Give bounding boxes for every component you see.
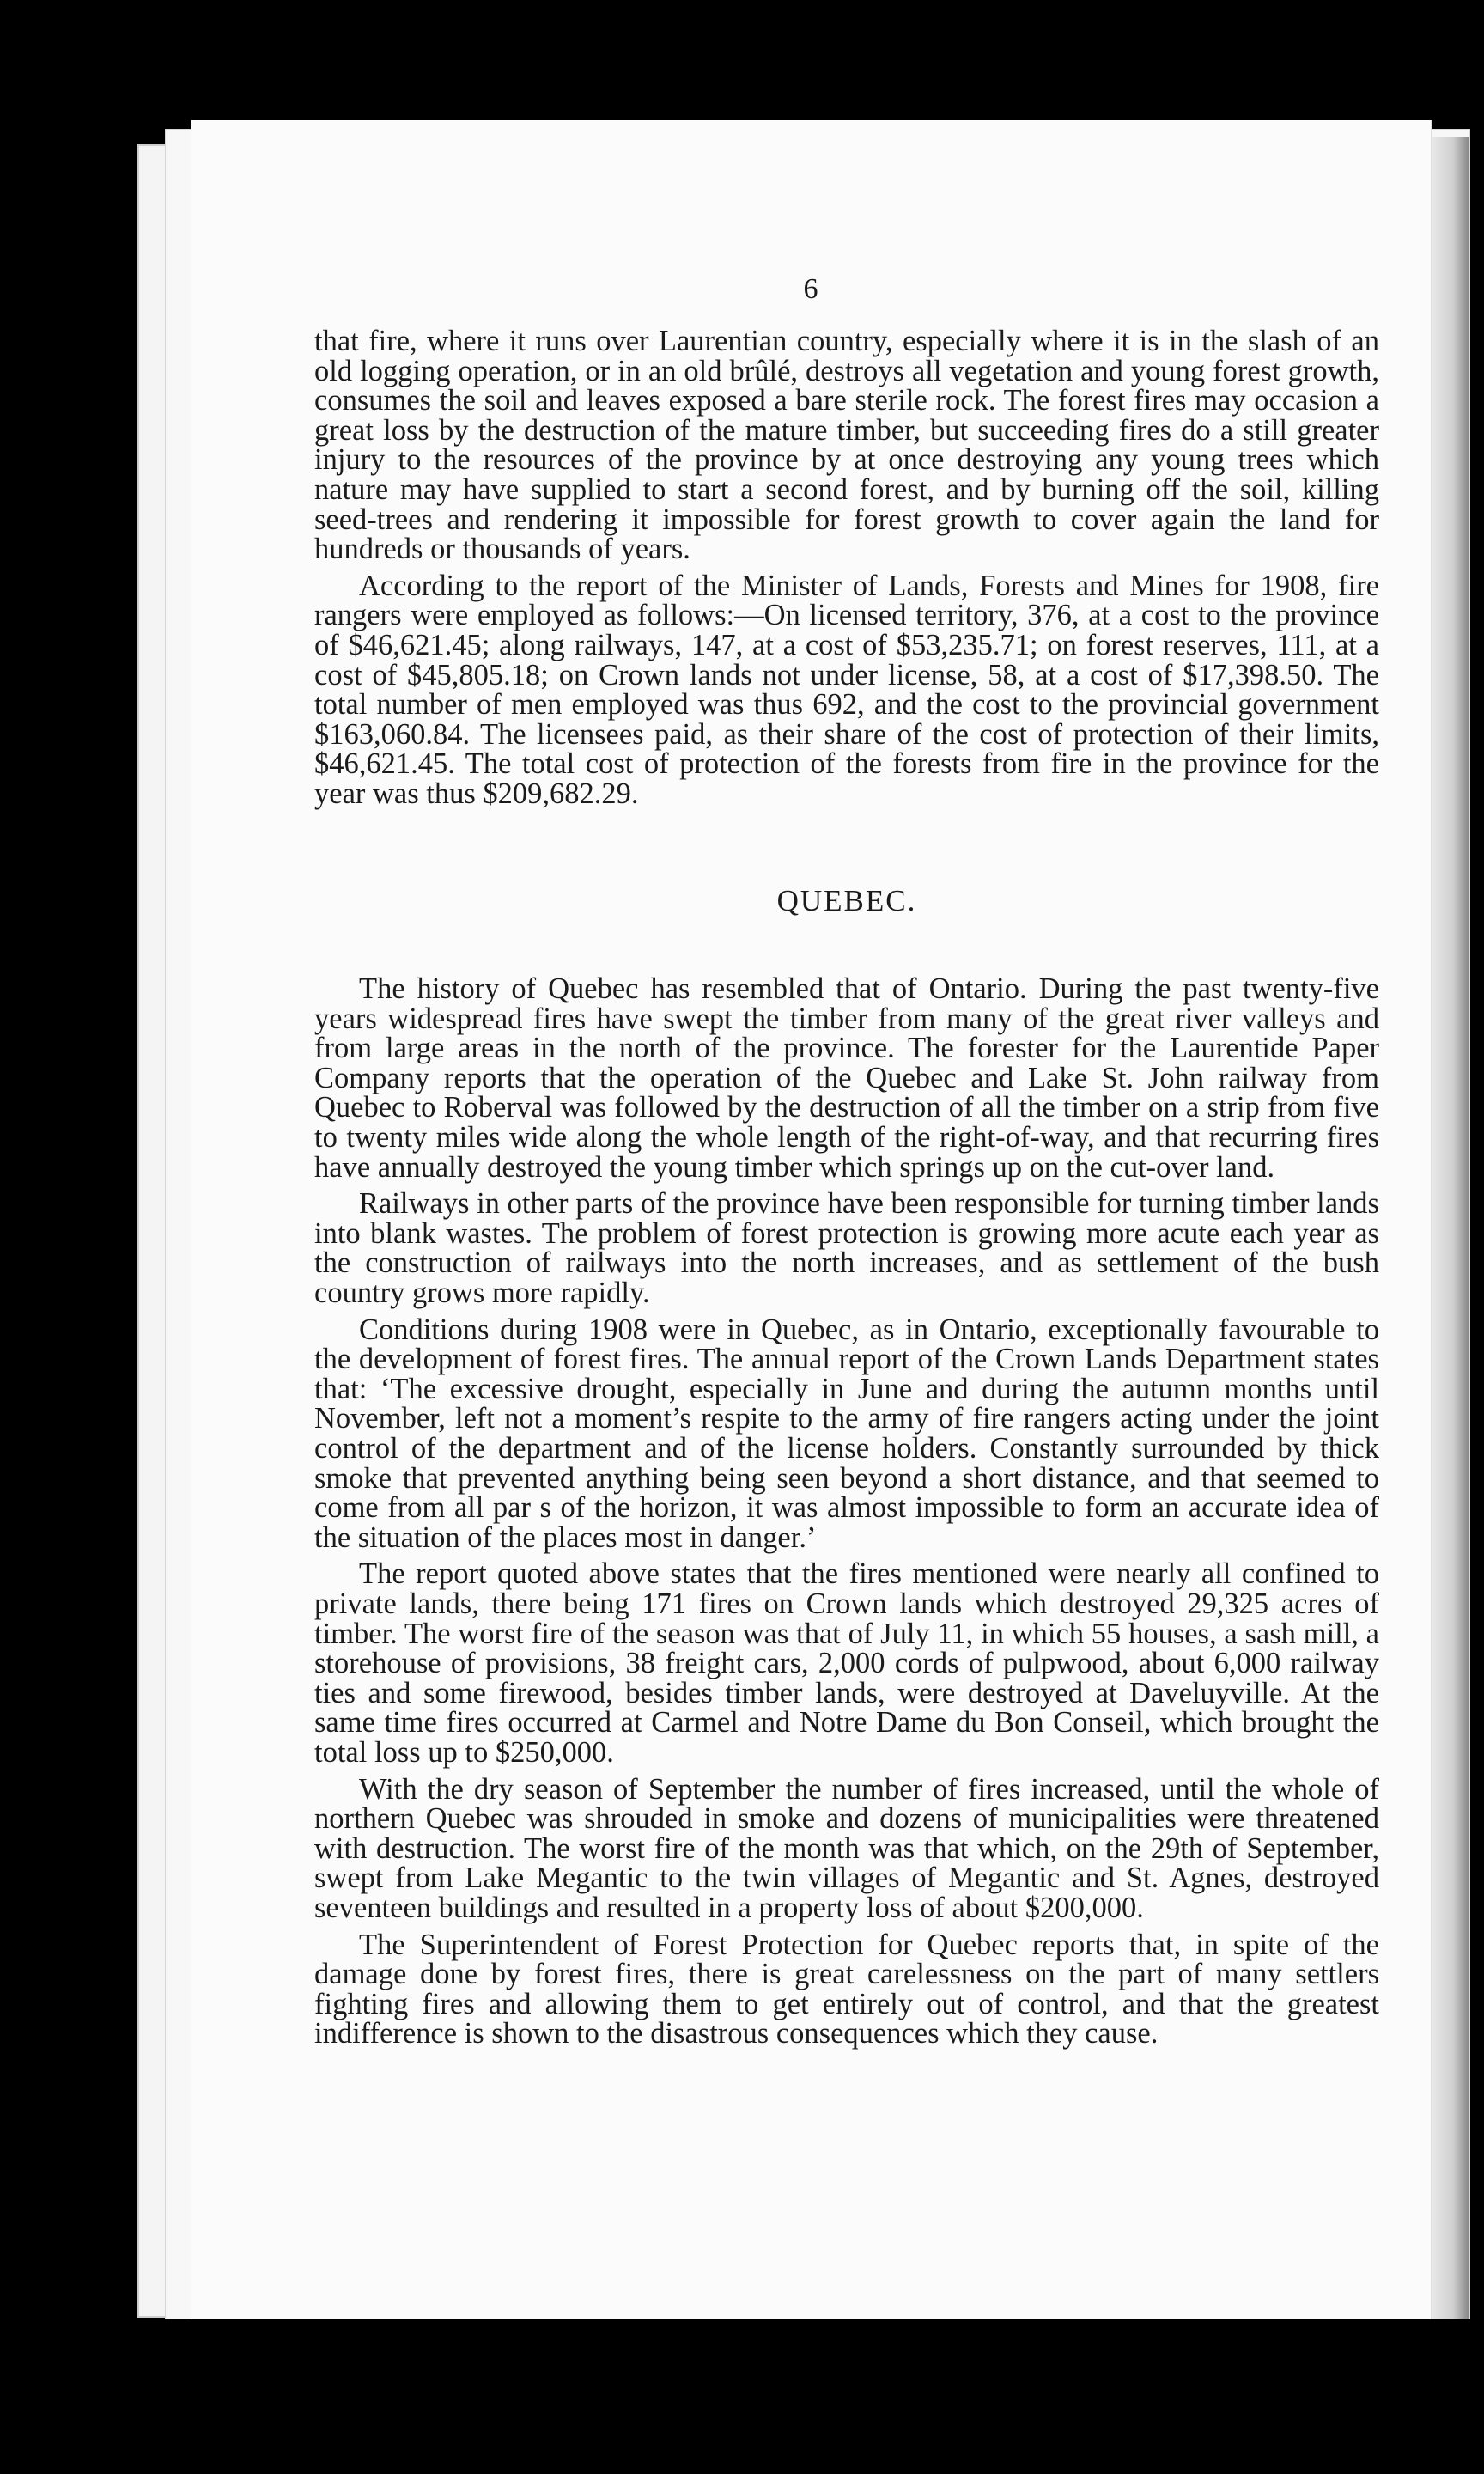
paragraph-quebec-history: The history of Quebec has resembled that of Ontario. During the past twenty-five years widespread fires have swept the timber from many of the great river valleys and from large areas in the north of the province. The forester for the Laurentide Paper Company reports that the operation of the Quebec and Lake St. John railway from Quebec to Roberval was followed by the destruction of all the timber on a strip from five to twenty miles wide along the whole length of the right-of-way, and that recurring fires have annually destroyed the young timber which springs up on the cut-over land. xyxy=(314,972,1379,1184)
paragraph-intro: that fire, where it runs over Laurentian country, especially where it is in the slash of an old logging operation, or in an old brûlé, destroys all vegetation and young forest growth, consumes the soil and leaves exposed a bare sterile rock. The forest fires may occasion a great loss by the destruction of the mature timber, but succeeding fires do a still greater injury to the resources of the province by at once destroying any young trees which nature may have supplied to start a second forest, and by burning off the soil, killing seed-trees and rendering it impossible for forest growth to cover again the land for hundreds or thousands of years. xyxy=(314,325,1379,566)
paragraph-superintendent: The Superintendent of Forest Protection for Quebec reports that, in spite of the damage done by forest fires, there is great carelessness on the part of many settlers fighting fires and allowing them to get entirely out of control, and that the greatest indifference is shown to the disastrous consequences which they cause. xyxy=(314,1928,1379,2050)
paragraph-railways: Railways in other parts of the province have been responsible for turning timber lands into blank wastes. The problem of forest protection is growing more acute each year as the construction of railways into the north increases, and as settlement of the bush country grows more rapidly. xyxy=(314,1187,1379,1310)
page-number: 6 xyxy=(803,273,818,305)
page-content xyxy=(314,326,1379,2056)
paragraph-conditions-1908: Conditions during 1908 were in Quebec, as in Ontario, exceptionally favourable to the development of forest fires. The annual report of the Crown Lands Department states that: ‘The excessive drought, especially in June and during the autumn months until November, left not a moment’s respite to the army of fire rangers acting under the joint control of the department and of the license holders. Constantly surrounded by thick smoke that prevented anything being seen beyond a short distance, and that seemed to come from all par s of the horizon, it was almost impossible to form an accurate idea of the situation of the places most in danger.’ xyxy=(314,1313,1379,1554)
paragraph-report-quoted: The report quoted above states that the fires mentioned were nearly all confined to private lands, there being 171 fires on Crown lands which destroyed 29,325 acres of timber. The worst fire of the season was that of July 11, in which 55 houses, a sash mill, a storehouse of provisions, 38 freight cars, 2,000 cords of pulpwood, about 6,000 railway ties and some firewood, besides timber lands, were destroyed at Daveluyville. At the same time fires occurred at Carmel and Notre Dame du Bon Conseil, which brought the total loss up to $250,000. xyxy=(314,1557,1379,1769)
paragraph-september: With the dry season of September the number of fires increased, until the whole of northern Quebec was shrouded in smoke and dozens of municipalities were threatened with destruction. The worst fire of the month was that which, on the 29th of September, swept from Lake Megantic to the twin villages of Megantic and St. Agnes, destroyed seventeen buildings and resulted in a property loss of about $200,000. xyxy=(314,1772,1379,1924)
paragraph-fire-rangers: According to the report of the Minister of Lands, Forests and Mines for 1908, fire rangers were employed as follows:—On licensed territory, 376, at a cost to the province of $46,621.45; along railways, 147, at a cost of $53,235.71; on forest reserves, 111, at a cost of $45,805.18; on Crown lands not under license, 58, at a cost of $17,398.50. The total number of men employed was thus 692, and the cost to the provincial government $163,060.84. The licensees paid, as their share of the cost of protection of their limits, $46,621.45. The total cost of protection of the forests from fire in the province for the year was thus $209,682.29. xyxy=(314,569,1379,810)
section-title: QUEBEC. xyxy=(776,883,917,917)
document-page xyxy=(191,120,1431,2319)
page-stack-edge xyxy=(1431,137,1469,2319)
